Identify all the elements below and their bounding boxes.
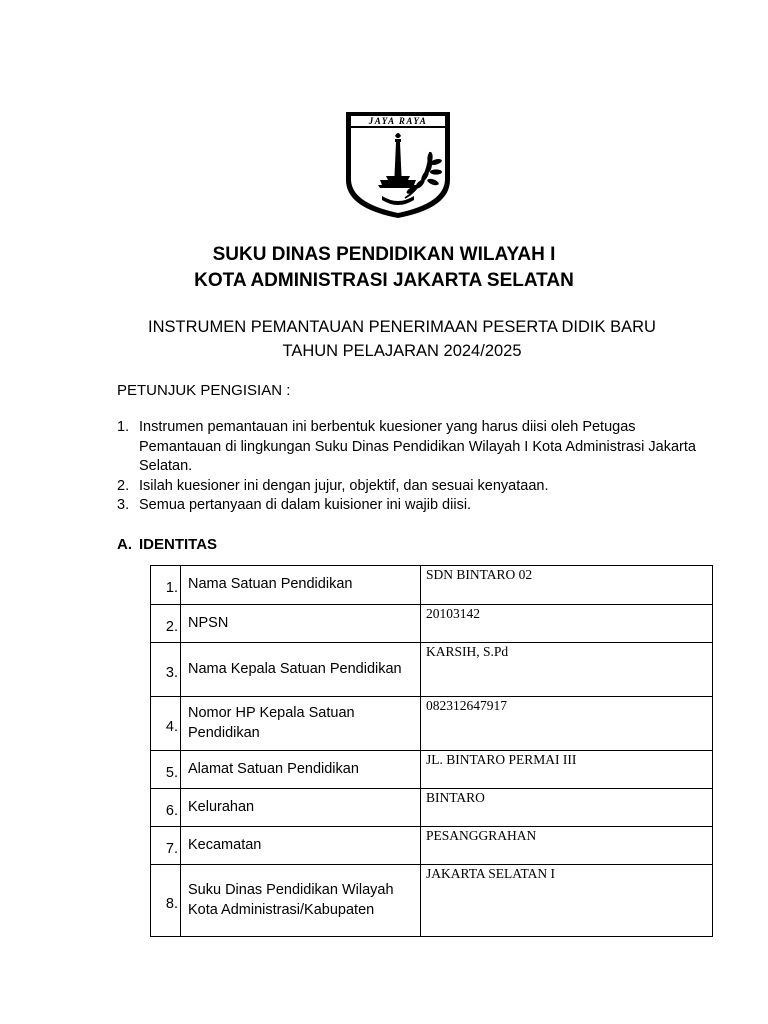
section-a-heading — [117, 536, 217, 553]
instruction-text: Semua pertanyaan di dalam kuisioner ini wajib diisi. — [139, 497, 472, 513]
instruction-item — [117, 496, 717, 516]
petunjuk-label: PETUNJUK PENGISIAN : — [117, 382, 291, 399]
row-value: JL. BINTARO PERMAI III — [421, 751, 713, 789]
jakarta-emblem — [342, 110, 454, 220]
instruction-list — [117, 418, 717, 516]
header-line-1: SUKU DINAS PENDIDIKAN WILAYAH I — [212, 244, 556, 265]
row-label: Kecamatan — [181, 827, 421, 865]
row-value: 082312647917 — [421, 697, 713, 751]
instrument-title-line-2: TAHUN PELAJARAN 2024/2025 — [282, 342, 522, 360]
row-number: 5. — [151, 751, 181, 789]
instruction-text: Isilah kuesioner ini dengan jujur, objektif, dan sesuai kenyataan. — [139, 477, 549, 494]
section-letter: A. — [117, 536, 132, 553]
table-row — [151, 566, 713, 605]
row-value: KARSIH, S.Pd — [421, 643, 713, 697]
row-value: BINTARO — [421, 789, 713, 827]
row-value: SDN BINTARO 02 — [421, 566, 713, 605]
row-value: JAKARTA SELATAN I — [421, 865, 713, 937]
instruction-item — [117, 477, 717, 497]
row-label: Nama Satuan Pendidikan — [181, 566, 421, 605]
row-number: 7. — [151, 827, 181, 865]
instruction-number: 3. — [117, 497, 130, 513]
instruction-number: 2. — [117, 477, 130, 494]
instruction-text: Instrumen pemantauan ini berbentuk kuesioner yang harus diisi oleh Petugas Pemantauan di lingkungan Suku Dinas Pendidikan Wilayah I Kota Administrasi Jakarta Selatan. — [139, 419, 696, 474]
table-row — [151, 827, 713, 865]
emblem-motto: JAYA RAYA — [368, 116, 428, 126]
identitas-table — [150, 565, 713, 937]
row-number: 6. — [151, 789, 181, 827]
row-label: Suku Dinas Pendidikan Wilayah Kota Administrasi/Kabupaten — [181, 865, 421, 937]
row-label: Nomor HP Kepala Satuan Pendidikan — [181, 697, 421, 751]
row-number: 1. — [151, 566, 181, 605]
table-row — [151, 789, 713, 827]
table-row — [151, 643, 713, 697]
row-label: Nama Kepala Satuan Pendidikan — [181, 643, 421, 697]
row-value: 20103142 — [421, 605, 713, 643]
row-value: PESANGGRAHAN — [421, 827, 713, 865]
instrument-title-line-1: INSTRUMEN PEMANTAUAN PENERIMAAN PESERTA DIDIK BARU — [148, 318, 656, 336]
header-line-2: KOTA ADMINISTRASI JAKARTA SELATAN — [194, 270, 574, 291]
instruction-number: 1. — [117, 419, 130, 435]
table-row — [151, 751, 713, 789]
table-row — [151, 605, 713, 643]
row-label: Kelurahan — [181, 789, 421, 827]
jakarta-emblem-icon — [342, 110, 454, 220]
row-label: Alamat Satuan Pendidikan — [181, 751, 421, 789]
row-number: 2. — [151, 605, 181, 643]
table-row — [151, 865, 713, 937]
row-number: 4. — [151, 697, 181, 751]
row-label: NPSN — [181, 605, 421, 643]
row-number: 3. — [151, 643, 181, 697]
row-number: 8. — [151, 865, 181, 937]
section-title: IDENTITAS — [139, 536, 218, 553]
instruction-item — [117, 418, 717, 477]
table-row — [151, 697, 713, 751]
